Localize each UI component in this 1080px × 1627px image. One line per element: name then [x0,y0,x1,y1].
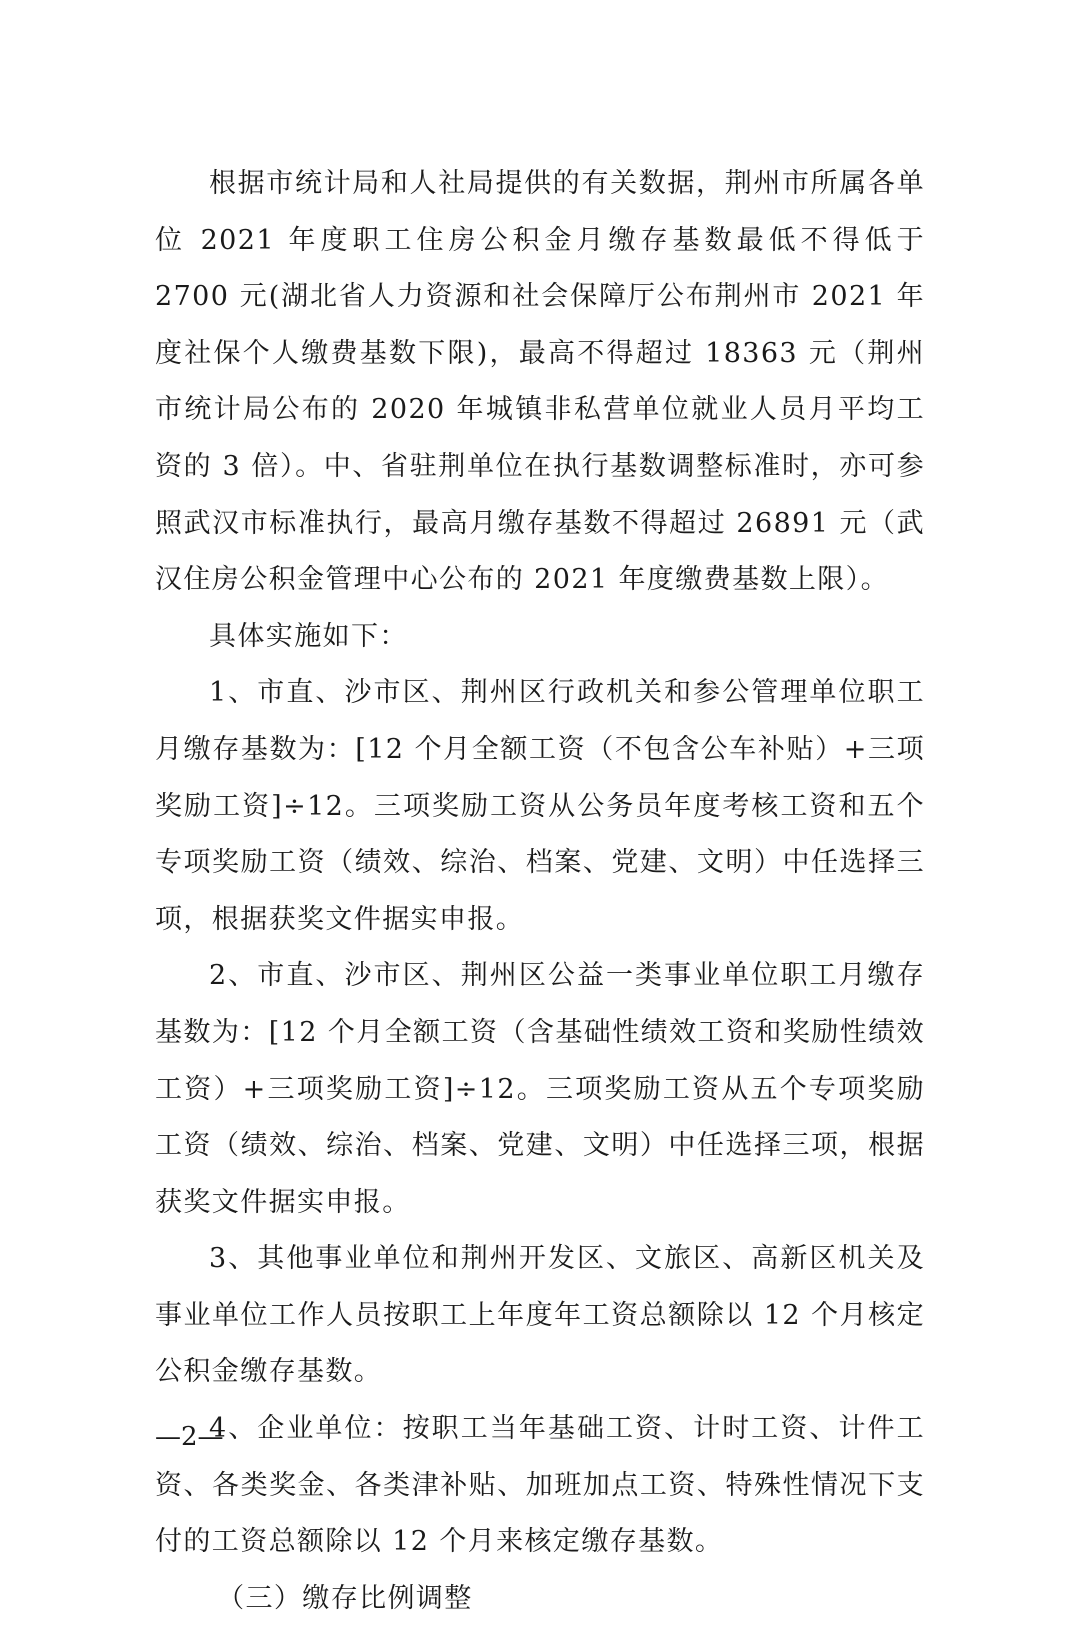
paragraph-item-2: 2、市直、沙市区、荆州区公益一类事业单位职工月缴存基数为：[12 个月全额工资（含基础性绩效工资和奖励性绩效工资）+三项奖励工资]÷12。三项奖励工资从五个专项奖励工资（绩效、综治、档案、党建、文明）中任选择三项，根据获奖文件据实申报。 [155,960,925,1218]
paragraph-base-range: 根据市统计局和人社局提供的有关数据，荆州市所属各单位 2021 年度职工住房公积金月缴存基数最低不得低于 2700 元(湖北省人力资源和社会保障厅公布荆州市 2021 年度社保个人缴费基数下限)，最高不得超过 18363 元（荆州市统计局公布的 2020 年城镇非私营单位就业人员月平均工资的 3 倍）。中、省驻荆单位在执行基数调整标准时，亦可参照武汉市标准执行，最高月缴存基数不得超过 26891 元（武汉住房公积金管理中心公布的 2021 年度缴费基数上限）。 [155,168,925,596]
page-number: —2— [155,1422,224,1452]
paragraph-item-3: 3、其他事业单位和荆州开发区、文旅区、高新区机关及事业单位工作人员按职工上年度年工资总额除以 12 个月核定公积金缴存基数。 [155,1243,925,1388]
document-body [155,156,925,1627]
paragraph-item-1: 1、市直、沙市区、荆州区行政机关和参公管理单位职工月缴存基数为：[12 个月全额工资（不包含公车补贴）+三项奖励工资]÷12。三项奖励工资从公务员年度考核工资和五个专项奖励工资（绩效、综治、档案、党建、文明）中任选择三项，根据获奖文件据实申报。 [155,677,925,935]
paragraph-implementation-intro: 具体实施如下： [209,620,408,652]
paragraph-item-4: 4、企业单位：按职工当年基础工资、计时工资、计件工资、各类奖金、各类津补贴、加班加点工资、特殊性情况下支付的工资总额除以 12 个月来核定缴存基数。 [155,1413,925,1558]
section-heading-contribution-ratio: （三）缴存比例调整 [217,1582,473,1614]
